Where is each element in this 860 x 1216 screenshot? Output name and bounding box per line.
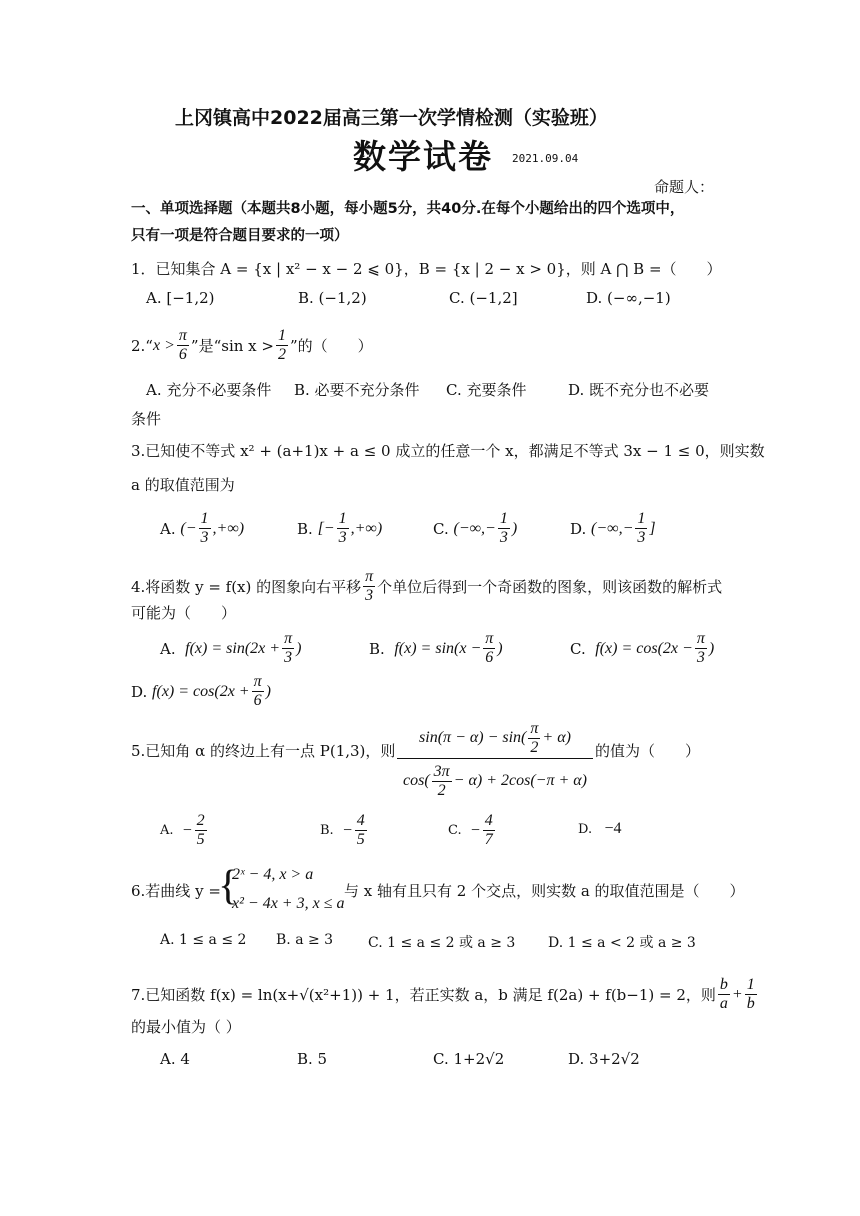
question-6-post: 与 x 轴有且只有 2 个交点，则实数 a 的取值范围是（ ）: [344, 882, 745, 900]
section-heading-line2: 只有一项是符合题目要求的一项）: [131, 228, 349, 244]
q7-frac-1-den: a: [719, 995, 728, 1012]
q4-option-c-den: 3: [696, 649, 705, 666]
q7-frac-2: [745, 976, 757, 1013]
q3-option-c-pre: (−∞,−: [453, 519, 496, 537]
q2-option-a: A. 充分不必要条件: [146, 381, 272, 399]
q4-option-b-post: ): [497, 639, 503, 657]
q3-option-a-frac: [199, 510, 211, 547]
q2-cond1-fraction: [177, 327, 189, 364]
q4-option-d-den: 6: [253, 692, 262, 709]
q5-numerator-b: + α): [542, 729, 571, 746]
q1-option-a: A. [−1,2): [146, 289, 215, 307]
q5-option-a-frac: [195, 812, 207, 849]
q5-option-c-label: C.: [448, 823, 462, 838]
q2-cond2-den: 2: [277, 346, 286, 363]
q4-shift-frac: [363, 568, 375, 605]
section-heading-line1: 一、单项选择题（本题共8小题，每小题5分，共40分.在每个小题给出的四个选项中，: [131, 201, 685, 217]
q4-option-b-num: π: [485, 630, 494, 647]
q1-option-d: D. (−∞,−1): [586, 289, 671, 307]
q4-line1-post: 个单位后得到一个奇函数的图象，则该函数的解析式: [377, 578, 723, 596]
q4-option-c: [570, 630, 714, 667]
q3-option-c-label: C.: [433, 519, 449, 538]
q3-option-a-den: 3: [200, 529, 209, 546]
question-5-post: 的值为（ ）: [595, 742, 701, 760]
q3-option-b-pre: [−: [317, 519, 335, 537]
q6-case2: x² − 4x + 3, x ≤ a: [232, 895, 345, 912]
q5-option-b-num: 4: [356, 812, 365, 829]
exam-date: 2021.09.04: [512, 152, 579, 165]
q5-option-c-sign: −: [469, 821, 481, 839]
q5-option-a: [160, 812, 209, 849]
q1-option-c: C. (−1,2]: [449, 289, 518, 307]
q5-fraction: [397, 720, 593, 801]
q5-option-a-den: 5: [196, 831, 205, 848]
q4-option-a-post: ): [296, 639, 302, 657]
q5-option-c-frac: [483, 812, 495, 849]
q7-option-b: B. 5: [297, 1050, 328, 1068]
q3-option-a: [160, 510, 244, 547]
q3-option-d-label: D.: [570, 519, 587, 538]
q5-option-a-label: A.: [160, 823, 174, 838]
q5-option-c: [448, 812, 497, 849]
q5-option-d-value: −4: [604, 820, 622, 837]
q2-cond1-lhs: x >: [152, 336, 175, 354]
q6-case1: 2ˣ − 4, x > a: [232, 866, 314, 883]
q3-option-b-num: 1: [338, 510, 347, 527]
q3-option-a-label: A.: [160, 519, 176, 538]
q5-option-b: [320, 812, 369, 849]
q4-option-c-frac: [695, 630, 707, 667]
q5-option-a-num: 2: [196, 812, 205, 829]
q2-option-c: C. 充要条件: [446, 381, 527, 399]
q4-option-b-den: 6: [485, 649, 494, 666]
q5-numerator-frac-den: 2: [530, 738, 539, 756]
q4-option-a-den: 3: [284, 649, 293, 666]
q7-option-c: C. 1+2√2: [433, 1050, 505, 1068]
q3-option-c-frac: [498, 510, 510, 547]
q4-option-a-label: A.: [160, 639, 176, 658]
q3-option-c: [433, 510, 517, 547]
q7-frac-1-num: b: [719, 976, 728, 993]
q2-prefix: 2.“: [131, 336, 153, 355]
question-4-line2: 可能为（ ）: [131, 604, 237, 622]
q3-option-d: [570, 510, 656, 547]
exam-title: 上冈镇高中2022届高三第一次学情检测（实验班）: [175, 107, 608, 129]
q4-option-d-num: π: [253, 673, 262, 690]
q5-numerator-frac-num: π: [530, 719, 539, 737]
q4-option-c-pre: f(x) = cos(2x −: [595, 639, 693, 657]
q3-option-a-pre: (−: [180, 519, 197, 537]
q7-frac-1: [718, 976, 730, 1013]
q4-option-b-pre: f(x) = sin(x −: [394, 639, 482, 657]
question-6-pre: 6.若曲线 y =: [131, 882, 221, 900]
q4-option-c-num: π: [696, 630, 705, 647]
q3-option-d-den: 3: [637, 529, 646, 546]
q3-option-b-den: 3: [338, 529, 347, 546]
q1-option-b: B. (−1,2): [298, 289, 367, 307]
q7-option-a: A. 4: [160, 1050, 190, 1068]
q6-brace: {: [218, 863, 239, 909]
q4-shift-num: π: [365, 568, 374, 585]
q5-denominator-frac: [432, 763, 452, 800]
question-4-line1: [131, 568, 722, 605]
q4-option-d-label: D.: [131, 682, 148, 701]
q3-option-c-den: 3: [499, 529, 508, 546]
q7-pre: 7.已知函数 f(x) = ln(x+√(x²+1)) + 1，若正实数 a，b 满足 f(2a) + f(b−1) = 2，则: [131, 986, 716, 1004]
q2-mid: ”是“sin x >: [190, 337, 274, 355]
q6-option-d: D. 1 ≤ a < 2 或 a ≥ 3: [548, 935, 696, 951]
q5-numerator-frac: [528, 720, 540, 757]
q4-option-d-frac: [252, 673, 264, 710]
q3-option-b-label: B.: [297, 519, 313, 538]
question-2-stem: [131, 327, 373, 364]
q4-option-b-label: B.: [369, 639, 385, 658]
q4-line1-pre: 4.将函数 y = f(x) 的图象向右平移: [131, 578, 362, 596]
q5-denominator-a: cos(: [403, 772, 430, 789]
subject-title: 数学试卷: [353, 137, 493, 176]
q6-option-b: B. a ≥ 3: [276, 932, 334, 948]
q2-cond1-num: π: [178, 327, 187, 344]
q2-cond1-den: 6: [178, 346, 187, 363]
q5-fraction-bar: [397, 758, 593, 759]
q4-option-d-pre: f(x) = cos(2x +: [152, 682, 250, 700]
q3-option-c-num: 1: [499, 510, 508, 527]
q3-option-b-post: ,+∞): [350, 519, 383, 537]
q2-cond2-num: 1: [277, 327, 286, 344]
q5-option-a-sign: −: [181, 821, 193, 839]
q3-option-d-pre: (−∞,−: [591, 519, 634, 537]
question-7-line2: 的最小值为（ ）: [131, 1018, 241, 1036]
q4-option-a-frac: [282, 630, 294, 667]
q4-option-b: [369, 630, 503, 667]
q4-option-b-frac: [483, 630, 495, 667]
q7-frac-2-den: b: [746, 995, 755, 1012]
q4-option-d-post: ): [265, 682, 271, 700]
q7-frac-2-num: 1: [746, 976, 755, 993]
q2-option-d-wrap: 条件: [131, 410, 162, 428]
author-label: 命题人：: [654, 178, 715, 196]
question-3-line1: 3.已知使不等式 x² + (a+1)x + a ≤ 0 成立的任意一个 x，都满足不等式 3x − 1 ≤ 0，则实数: [131, 442, 765, 460]
q4-option-c-label: C.: [570, 639, 586, 658]
q3-option-a-num: 1: [200, 510, 209, 527]
q4-option-a-num: π: [284, 630, 293, 647]
q4-option-a: [160, 630, 301, 667]
q3-option-a-post: ,+∞): [212, 519, 245, 537]
q3-option-c-post: ): [511, 519, 518, 537]
q4-option-c-post: ): [708, 639, 715, 657]
question-1-stem: 1．已知集合 A = {x | x² − x − 2 ⩽ 0}，B = {x | 2 − x > 0}，则 A ⋂ B =（ ）: [131, 260, 722, 278]
q6-option-c: C. 1 ≤ a ≤ 2 或 a ≥ 3: [368, 935, 516, 951]
q5-option-d-label: D.: [578, 821, 593, 837]
q5-option-b-den: 5: [356, 831, 365, 848]
question-5-pre: 5.已知角 α 的终边上有一点 P(1,3)，则: [131, 742, 396, 760]
q5-numerator: [397, 720, 593, 756]
q5-numerator-a: sin(π − α) − sin(: [419, 729, 527, 746]
q5-option-d: [578, 820, 622, 838]
q5-option-c-den: 7: [484, 831, 493, 848]
q5-option-b-label: B.: [320, 823, 334, 838]
q2-suffix: ”的（ ）: [289, 337, 373, 355]
q3-option-d-frac: [635, 510, 647, 547]
q3-option-d-num: 1: [637, 510, 646, 527]
q4-option-a-pre: f(x) = sin(2x +: [185, 639, 281, 657]
q5-denominator-frac-den: 2: [437, 781, 446, 799]
q5-denominator-b: − α) + 2cos(−π + α): [453, 772, 587, 789]
q3-option-b-frac: [337, 510, 349, 547]
q4-option-d: [131, 673, 271, 710]
q5-denominator: [397, 761, 593, 801]
question-7-line1: [131, 976, 759, 1013]
question-3-line2: a 的取值范围为: [131, 476, 235, 494]
q3-option-d-post: ]: [649, 519, 656, 537]
q7-option-d: D. 3+2√2: [568, 1050, 640, 1068]
q5-option-b-frac: [355, 812, 367, 849]
q6-option-a: A. 1 ≤ a ≤ 2: [160, 932, 247, 948]
q5-option-b-sign: −: [341, 821, 353, 839]
q7-plus: +: [731, 985, 743, 1003]
q2-cond2-fraction: [276, 327, 288, 364]
q5-option-c-num: 4: [484, 812, 493, 829]
q4-shift-den: 3: [365, 587, 374, 604]
q2-option-b: B. 必要不充分条件: [294, 381, 420, 399]
q3-option-b: [297, 510, 382, 547]
q2-option-d: D. 既不充分也不必要: [568, 381, 710, 399]
q5-denominator-frac-num: 3π: [433, 762, 450, 780]
